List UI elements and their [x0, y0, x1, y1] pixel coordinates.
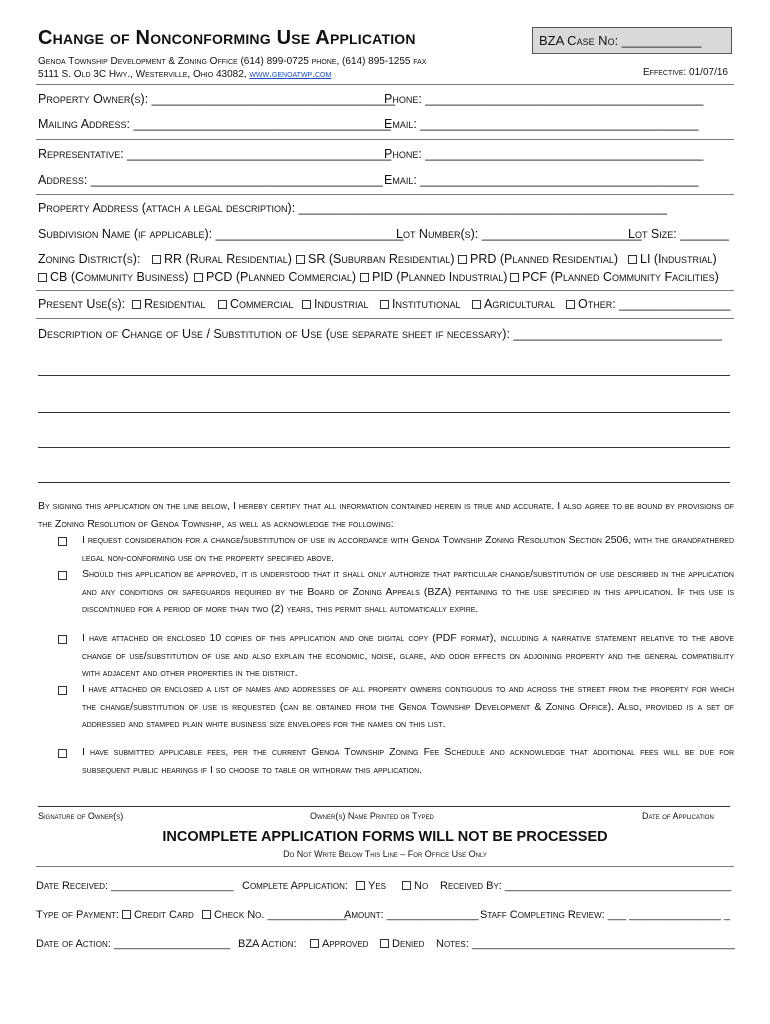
zoning-option-rr[interactable]: RR (Rural Residential) — [152, 252, 292, 266]
org-contact — [38, 55, 426, 81]
denied-option[interactable]: Denied — [380, 938, 424, 950]
checkbox-icon[interactable] — [132, 300, 141, 309]
checkbox-icon[interactable] — [380, 300, 389, 309]
address-row — [38, 173, 732, 191]
complete-no-option[interactable]: No — [402, 880, 428, 892]
zoning-option-pid[interactable]: PID (Planned Industrial) — [360, 270, 507, 284]
check-number-option[interactable]: Check No. _____________ — [202, 909, 347, 921]
checkbox-icon[interactable] — [380, 939, 389, 948]
representative-field[interactable]: Representative: ______________________________________ — [38, 147, 392, 161]
application-date-label: Date of Application — [642, 811, 714, 821]
checkbox-icon[interactable] — [472, 300, 481, 309]
office-row-2 — [36, 909, 734, 925]
checkbox-icon[interactable] — [296, 255, 305, 264]
description-line[interactable] — [38, 412, 730, 413]
divider — [36, 866, 734, 867]
mailing-row — [38, 117, 732, 135]
checkbox-icon[interactable] — [202, 910, 211, 919]
cert-item-5 — [82, 744, 734, 779]
cert-item-3 — [82, 630, 734, 683]
bza-case-number-box[interactable]: BZA Case No: ___________ — [532, 27, 732, 54]
divider — [36, 290, 734, 291]
office-row-1 — [36, 880, 734, 896]
rep-email-field[interactable]: Email: ________________________________________ — [384, 173, 699, 187]
description-line[interactable] — [38, 447, 730, 448]
amount-field[interactable]: Amount: _______________ — [344, 909, 479, 921]
divider — [36, 194, 734, 195]
property-address-row — [38, 201, 732, 219]
checkbox-icon[interactable] — [122, 910, 131, 919]
date-received-field[interactable]: Date Received: ____________________ — [36, 880, 234, 892]
use-option-other[interactable]: Other: ________________ — [566, 297, 730, 311]
description-field[interactable]: Description of Change of Use / Substitution of Use (use separate sheet if necessary): ______________________________ — [38, 327, 722, 341]
date-of-action-field[interactable]: Date of Action: ___________________ — [36, 938, 231, 950]
zoning-row-1 — [38, 252, 732, 270]
use-option-commercial[interactable]: Commercial — [218, 297, 294, 311]
checkbox-icon[interactable] — [302, 300, 311, 309]
rep-address-field[interactable]: Address: __________________________________________ — [38, 173, 383, 187]
zoning-option-li[interactable]: LI (Industrial) — [628, 252, 717, 266]
checkbox-icon[interactable] — [58, 686, 67, 695]
lot-size-field[interactable]: Lot Size: _______ — [628, 227, 729, 241]
lot-number-field[interactable]: Lot Number(s): _______________________ — [396, 227, 642, 241]
org-line-1: Genoa Township Development & Zoning Office (614) 899-0725 phone, (614) 895-1255 fax — [38, 56, 427, 67]
checkbox-icon[interactable] — [58, 749, 67, 758]
org-address: 5111 S. Old 3C Hwy., Westerville, Ohio 43082, — [38, 69, 250, 80]
cert-item-text: I request consideration for a change/substitution of use in accordance with Genoa Township Zoning Resolution Section 2506, with the grandfathered legal non-conforming use on the property specified above. — [82, 534, 734, 564]
website-link[interactable]: www.genoatwp.com — [249, 69, 332, 80]
credit-card-option[interactable]: Credit Card — [122, 909, 194, 921]
checkbox-icon[interactable] — [310, 939, 319, 948]
subdivision-row — [38, 227, 732, 245]
checkbox-icon[interactable] — [38, 273, 47, 282]
notes-field[interactable]: Notes: ___________________________________________ — [436, 938, 735, 950]
checkbox-icon[interactable] — [356, 881, 365, 890]
cert-item-text: I have attached or enclosed a list of names and addresses of all property owners contiguous to and across the street from the property for which the change/substitution of use is requested (can be obtained from the Genoa Township Development & Zoning Office). Also, provided is a set of addressed and stamped plain white business size envelopes for the names on this list. — [82, 683, 734, 730]
zoning-option-sr[interactable]: SR (Suburban Residential) — [296, 252, 455, 266]
zoning-row-2 — [38, 270, 732, 288]
description-row — [38, 327, 732, 345]
office-row-3 — [36, 938, 734, 954]
present-use-label: Present Use(s): — [38, 297, 126, 311]
zoning-option-prd[interactable]: PRD (Planned Residential) — [458, 252, 618, 266]
signature-line[interactable] — [38, 806, 730, 807]
checkbox-icon[interactable] — [152, 255, 161, 264]
complete-yes-option[interactable]: Yes — [356, 880, 386, 892]
present-use-row — [38, 297, 732, 315]
mailing-address-field[interactable]: Mailing Address: _____________________________________ — [38, 117, 391, 131]
property-address-field[interactable]: Property Address (attach a legal description): _____________________________________________________ — [38, 201, 668, 215]
printed-name-label: Owner(s) Name Printed or Typed — [310, 811, 434, 821]
rep-row — [38, 147, 732, 165]
checkbox-icon[interactable] — [58, 635, 67, 644]
use-option-residential[interactable]: Residential — [132, 297, 206, 311]
checkbox-icon[interactable] — [402, 881, 411, 890]
owner-signature-label: Signature of Owner(s) — [38, 811, 124, 821]
divider — [36, 84, 734, 85]
cert-item-2 — [82, 566, 734, 619]
cert-item-1 — [82, 532, 734, 567]
checkbox-icon[interactable] — [360, 273, 369, 282]
received-by-field[interactable]: Received By: _____________________________________ — [440, 880, 732, 892]
zoning-option-pcf[interactable]: PCF (Planned Community Facilities) — [510, 270, 719, 284]
use-option-agricultural[interactable]: Agricultural — [472, 297, 555, 311]
approved-option[interactable]: Approved — [310, 938, 368, 950]
checkbox-icon[interactable] — [194, 273, 203, 282]
bza-action-label: BZA Action: — [238, 938, 297, 950]
description-line[interactable] — [38, 482, 730, 483]
effective-date: Effective: 01/07/16 — [643, 67, 728, 78]
org-line-2 — [38, 68, 426, 81]
description-line[interactable] — [38, 375, 730, 376]
checkbox-icon[interactable] — [58, 571, 67, 580]
cert-item-4 — [82, 681, 734, 734]
zoning-option-cb[interactable]: CB (Community Business) — [38, 270, 189, 284]
cert-item-text: Should this application be approved, it is understood that it shall only authorize that particular change/substitution of use described in the application and any conditions or safeguards required by the Board of Zoning Appeals (BZA) pertaining to the use specified in this application. If this use is discontinued for a period of more than two (2) years, this permit shall automatically expire. — [82, 568, 734, 615]
owner-email-field[interactable]: Email: ________________________________________ — [384, 117, 699, 131]
incomplete-warning: INCOMPLETE APPLICATION FORMS WILL NOT BE PROCESSED — [162, 829, 608, 845]
certification-intro: By signing this application on the line below, I hereby certify that all information contained herein is true and accurate. I also agree to be bound by provisions of the Zoning Resolution of Genoa Township, as well as acknowledge the following: — [38, 500, 734, 530]
use-option-institutional[interactable]: Institutional — [380, 297, 460, 311]
cert-item-text: I have submitted applicable fees, per the current Genoa Township Zoning Fee Schedule and acknowledge that additional fees will be due for subsequent public hearings if I so choose to table or withdraw this application. — [82, 746, 734, 776]
checkbox-icon[interactable] — [458, 255, 467, 264]
use-option-industrial[interactable]: Industrial — [302, 297, 368, 311]
office-use-note: Do Not Write Below This Line – For Office Use Only — [283, 849, 487, 859]
form-title: Change of Nonconforming Use Application — [38, 27, 416, 49]
complete-app-label: Complete Application: — [242, 880, 348, 892]
divider — [36, 318, 734, 319]
subdivision-field[interactable]: Subdivision Name (if applicable): ___________________________ — [38, 227, 404, 241]
checkbox-icon[interactable] — [628, 255, 637, 264]
zoning-option-pcd[interactable]: PCD (Planned Commercial) — [194, 270, 356, 284]
cert-item-text: I have attached or enclosed 10 copies of this application and one digital copy (PDF format), including a narrative statement relative to the above change of use/substitution of use and also explain the economic, noise, glare, and odor effects on adjoining property and the general compatibility with adjacent and other properties in the district. — [82, 632, 734, 679]
checkbox-icon[interactable] — [218, 300, 227, 309]
property-owner-field[interactable]: Property Owner(s): ___________________________________ — [38, 92, 395, 106]
zoning-label: Zoning District(s): — [38, 252, 141, 266]
checkbox-icon[interactable] — [566, 300, 575, 309]
divider — [36, 139, 734, 140]
owner-phone-field[interactable]: Phone: ________________________________________ — [384, 92, 704, 106]
checkbox-icon[interactable] — [510, 273, 519, 282]
payment-type-label: Type of Payment: — [36, 909, 120, 921]
owner-row — [38, 92, 732, 110]
checkbox-icon[interactable] — [58, 537, 67, 546]
rep-phone-field[interactable]: Phone: ________________________________________ — [384, 147, 704, 161]
staff-review-field[interactable]: Staff Completing Review: ___ _______________ _ — [480, 909, 731, 921]
